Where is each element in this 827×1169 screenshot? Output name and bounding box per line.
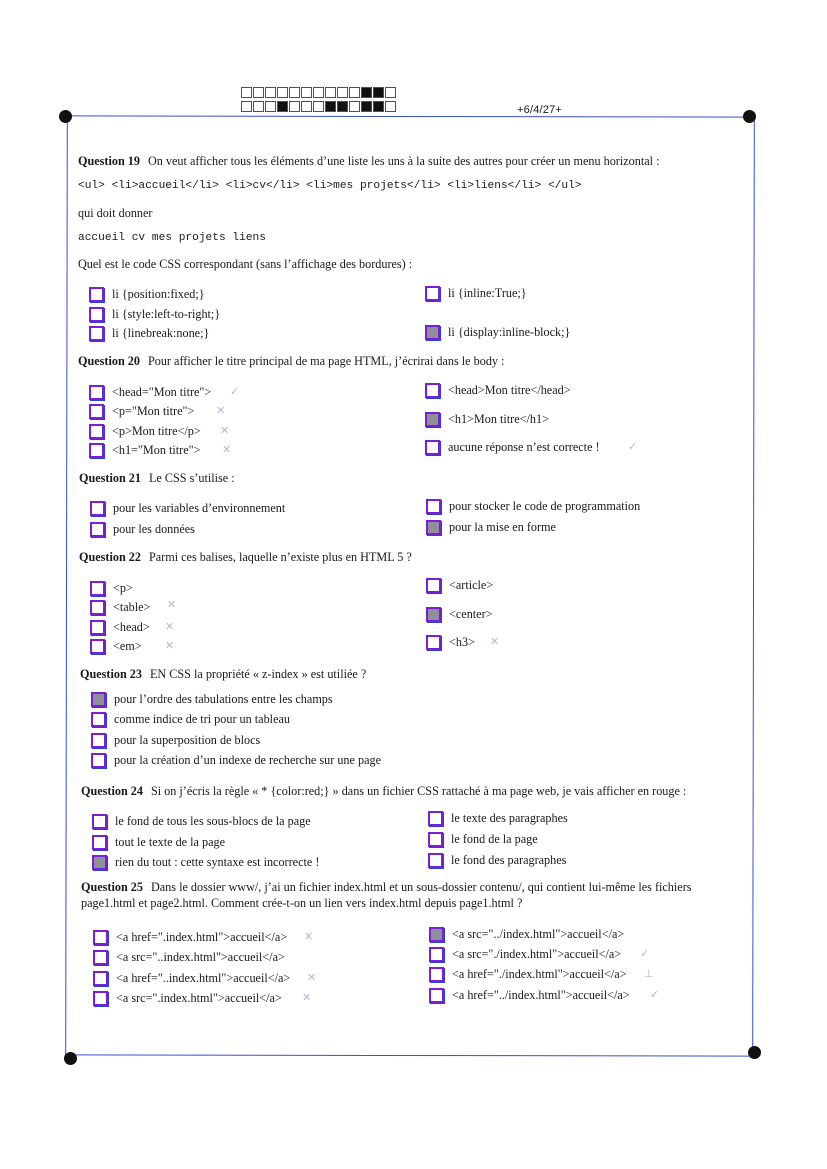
id-box-empty <box>325 87 336 98</box>
answer-option[interactable]: <em> <box>90 639 142 654</box>
question-24-title <box>81 784 686 799</box>
checkbox[interactable] <box>93 950 108 965</box>
answer-option[interactable]: <a src="..index.html">accueil</a> <box>93 950 285 965</box>
checkbox[interactable] <box>428 811 443 826</box>
checkbox-checked[interactable] <box>91 692 106 707</box>
checkbox[interactable] <box>89 424 104 439</box>
checkbox[interactable] <box>90 639 105 654</box>
answer-option[interactable]: li {position:fixed;} <box>89 287 205 302</box>
checkbox[interactable] <box>89 326 104 341</box>
sheet-code: +6/4/27+ <box>517 104 563 116</box>
checkbox[interactable] <box>90 501 105 516</box>
id-box-empty <box>253 101 264 112</box>
answer-option[interactable]: le texte des paragraphes <box>428 811 568 826</box>
checkbox[interactable] <box>89 385 104 400</box>
checkbox-checked[interactable] <box>425 412 440 427</box>
answer-option[interactable]: rien du tout : cette syntaxe est incorrecte ! <box>92 855 319 870</box>
id-box-filled <box>337 101 348 112</box>
question-label: Question 21 <box>79 471 141 485</box>
checkbox[interactable] <box>425 383 440 398</box>
pencil-cross-mark: ✕ <box>222 443 232 456</box>
pencil-cross-mark: ✕ <box>304 930 314 943</box>
checkbox[interactable] <box>429 988 444 1003</box>
question-text: EN CSS la propriété « z-index » est utiliée ? <box>149 667 367 681</box>
answer-option[interactable]: <table> <box>90 600 150 615</box>
q19-code-output: accueil cv mes projets liens <box>78 232 266 244</box>
id-box-empty <box>301 101 312 112</box>
checkbox[interactable] <box>429 967 444 982</box>
checkbox[interactable] <box>92 814 107 829</box>
pencil-cross-mark: ✕ <box>307 971 317 984</box>
answer-option[interactable]: li {style:left-to-right;} <box>89 307 220 322</box>
answer-option[interactable]: pour les données <box>90 522 195 537</box>
answer-option[interactable]: <center> <box>426 607 493 622</box>
answer-option[interactable]: le fond de tous les sous-blocs de la page <box>92 814 311 829</box>
corner-mark-top-left <box>59 110 72 123</box>
answer-option[interactable]: <a href="./index.html">accueil</a> <box>429 967 627 982</box>
question-21-title <box>79 471 235 486</box>
checkbox[interactable] <box>90 522 105 537</box>
answer-option[interactable]: comme indice de tri pour un tableau <box>91 712 290 727</box>
answer-option[interactable]: pour la superposition de blocs <box>91 733 260 748</box>
corner-mark-bottom-left <box>64 1052 77 1065</box>
answer-option[interactable]: <a src="./index.html">accueil</a> <box>429 947 621 962</box>
question-text: Pour afficher le titre principal de ma page HTML, j’écrirai dans le body : <box>147 354 505 368</box>
checkbox[interactable] <box>425 440 440 455</box>
answer-option[interactable]: <h1>Mon titre</h1> <box>425 412 549 427</box>
pencil-cross-mark: ✕ <box>490 635 500 648</box>
id-box-filled <box>325 101 336 112</box>
answer-option[interactable]: <head>Mon titre</head> <box>425 383 571 398</box>
answer-option[interactable]: le fond des paragraphes <box>428 853 566 868</box>
answer-option[interactable]: li {linebreak:none;} <box>89 326 209 341</box>
question-text: Parmi ces balises, laquelle n’existe plus en HTML 5 ? <box>148 550 412 564</box>
student-id-grid-row-2 <box>241 101 397 112</box>
id-box-empty <box>289 87 300 98</box>
answer-option[interactable]: pour la création d’un indexe de recherche sur une page <box>91 753 381 768</box>
checkbox[interactable] <box>429 947 444 962</box>
id-box-empty <box>289 101 300 112</box>
answer-option[interactable]: <h1="Mon titre"> <box>89 443 200 458</box>
checkbox[interactable] <box>91 753 106 768</box>
id-box-filled <box>277 101 288 112</box>
answer-option[interactable]: <p>Mon titre</p> <box>89 424 201 439</box>
answer-option[interactable]: <a src=".index.html">accueil</a> <box>93 991 282 1006</box>
id-box-empty <box>265 87 276 98</box>
id-box-empty <box>313 101 324 112</box>
answer-option[interactable]: <p> <box>90 581 133 596</box>
checkbox[interactable] <box>93 991 108 1006</box>
checkbox[interactable] <box>89 287 104 302</box>
answer-option[interactable]: pour les variables d’environnement <box>90 501 285 516</box>
answer-option[interactable]: <h3> <box>426 635 475 650</box>
question-22-title <box>79 550 412 565</box>
question-label: Question 20 <box>78 354 140 368</box>
question-23-title <box>80 667 366 682</box>
checkbox-checked[interactable] <box>426 520 441 535</box>
answer-option[interactable]: <a href=".index.html">accueil</a> <box>93 930 287 945</box>
checkbox[interactable] <box>93 971 108 986</box>
q19-code-list: <ul> <li>accueil</li> <li>cv</li> <li>mes projets</li> <li>liens</li> </ul> <box>78 180 582 192</box>
id-box-empty <box>385 87 396 98</box>
question-20-title <box>78 354 504 369</box>
checkbox[interactable] <box>426 635 441 650</box>
checkbox-checked[interactable] <box>92 855 107 870</box>
answer-option[interactable]: aucune réponse n’est correcte ! <box>425 440 600 455</box>
pencil-check-mark: ✓ <box>230 385 240 398</box>
id-box-filled <box>373 101 384 112</box>
question-text: Si on j’écris la règle « * {color:red;} » dans un fichier CSS rattaché à ma page web, je vais afficher en rouge : <box>150 784 687 798</box>
answer-option[interactable]: <p="Mon titre"> <box>89 404 194 419</box>
checkbox[interactable] <box>90 620 105 635</box>
q19-prompt: Quel est le code CSS correspondant (sans l’affichage des bordures) : <box>78 257 413 271</box>
pencil-check-mark: ✓ <box>650 988 660 1001</box>
pencil-cross-mark: ✕ <box>216 404 226 417</box>
pencil-cross-mark: ✕ <box>165 639 175 652</box>
answer-option[interactable]: le fond de la page <box>428 832 538 847</box>
pencil-cross-mark: ✕ <box>167 598 177 611</box>
pencil-check-mark: ⊥ <box>644 967 654 980</box>
checkbox[interactable] <box>91 712 106 727</box>
question-text: Le CSS s’utilise : <box>148 471 235 485</box>
id-box-filled <box>361 101 372 112</box>
id-box-empty <box>349 87 360 98</box>
answer-option[interactable]: <a href="../index.html">accueil</a> <box>429 988 630 1003</box>
checkbox[interactable] <box>89 307 104 322</box>
student-id-grid-row-1 <box>241 87 397 98</box>
pencil-cross-mark: ✕ <box>165 620 175 633</box>
checkbox[interactable] <box>426 499 441 514</box>
id-box-filled <box>361 87 372 98</box>
id-box-filled <box>373 87 384 98</box>
checkbox[interactable] <box>89 443 104 458</box>
checkbox[interactable] <box>426 578 441 593</box>
checkbox[interactable] <box>428 853 443 868</box>
corner-mark-bottom-right <box>748 1046 761 1059</box>
checkbox-checked[interactable] <box>425 325 440 340</box>
answer-option[interactable]: pour stocker le code de programmation <box>426 499 640 514</box>
id-box-empty <box>241 87 252 98</box>
answer-option[interactable]: <head="Mon titre"> <box>89 385 211 400</box>
id-box-empty <box>313 87 324 98</box>
question-19-title <box>78 154 659 169</box>
checkbox[interactable] <box>425 286 440 301</box>
question-label: Question 19 <box>78 154 140 168</box>
pencil-cross-mark: ✕ <box>302 991 312 1004</box>
question-label: Question 22 <box>79 550 141 564</box>
pencil-check-mark: ✓ <box>640 947 650 960</box>
answer-option[interactable]: <a src="../index.html">accueil</a> <box>429 927 624 942</box>
checkbox[interactable] <box>93 930 108 945</box>
question-25-title <box>81 880 692 895</box>
checkbox[interactable] <box>90 600 105 615</box>
checkbox-checked[interactable] <box>426 607 441 622</box>
pencil-cross-mark: ✕ <box>220 424 230 437</box>
id-box-empty <box>349 101 360 112</box>
id-box-empty <box>337 87 348 98</box>
checkbox[interactable] <box>428 832 443 847</box>
question-text: Dans le dossier www/, j’ai un fichier index.html et un sous-dossier contenu/, qui contient lui-même les fichiers <box>150 880 692 894</box>
answer-option[interactable]: tout le texte de la page <box>92 835 225 850</box>
question-label: Question 24 <box>81 784 143 798</box>
checkbox-checked[interactable] <box>429 927 444 942</box>
q19-mid-text: qui doit donner <box>78 206 153 220</box>
id-box-empty <box>253 87 264 98</box>
answer-option[interactable]: <article> <box>426 578 493 593</box>
checkbox[interactable] <box>89 404 104 419</box>
answer-option[interactable]: pour l’ordre des tabulations entre les champs <box>91 692 333 707</box>
id-box-empty <box>241 101 252 112</box>
pencil-check-mark: ✓ <box>628 440 638 453</box>
answer-option[interactable]: li {inline:True;} <box>425 286 527 301</box>
id-box-empty <box>277 87 288 98</box>
id-box-empty <box>301 87 312 98</box>
corner-mark-top-right <box>743 110 756 123</box>
question-text: On veut afficher tous les éléments d’une liste les uns à la suite des autres pour créer un menu horizontal : <box>147 154 660 168</box>
checkbox[interactable] <box>92 835 107 850</box>
checkbox[interactable] <box>91 733 106 748</box>
question-label: Question 25 <box>81 880 143 894</box>
answer-option[interactable]: li {display:inline-block;} <box>425 325 570 340</box>
question-label: Question 23 <box>80 667 142 681</box>
answer-option[interactable]: <a href="..index.html">accueil</a> <box>93 971 290 986</box>
id-box-empty <box>385 101 396 112</box>
answer-option[interactable]: <head> <box>90 620 150 635</box>
id-box-empty <box>265 101 276 112</box>
checkbox[interactable] <box>90 581 105 596</box>
question-25-text-cont: page1.html et page2.html. Comment crée-t-on un lien vers index.html depuis page1.html ? <box>81 896 523 910</box>
answer-option[interactable]: pour la mise en forme <box>426 520 556 535</box>
